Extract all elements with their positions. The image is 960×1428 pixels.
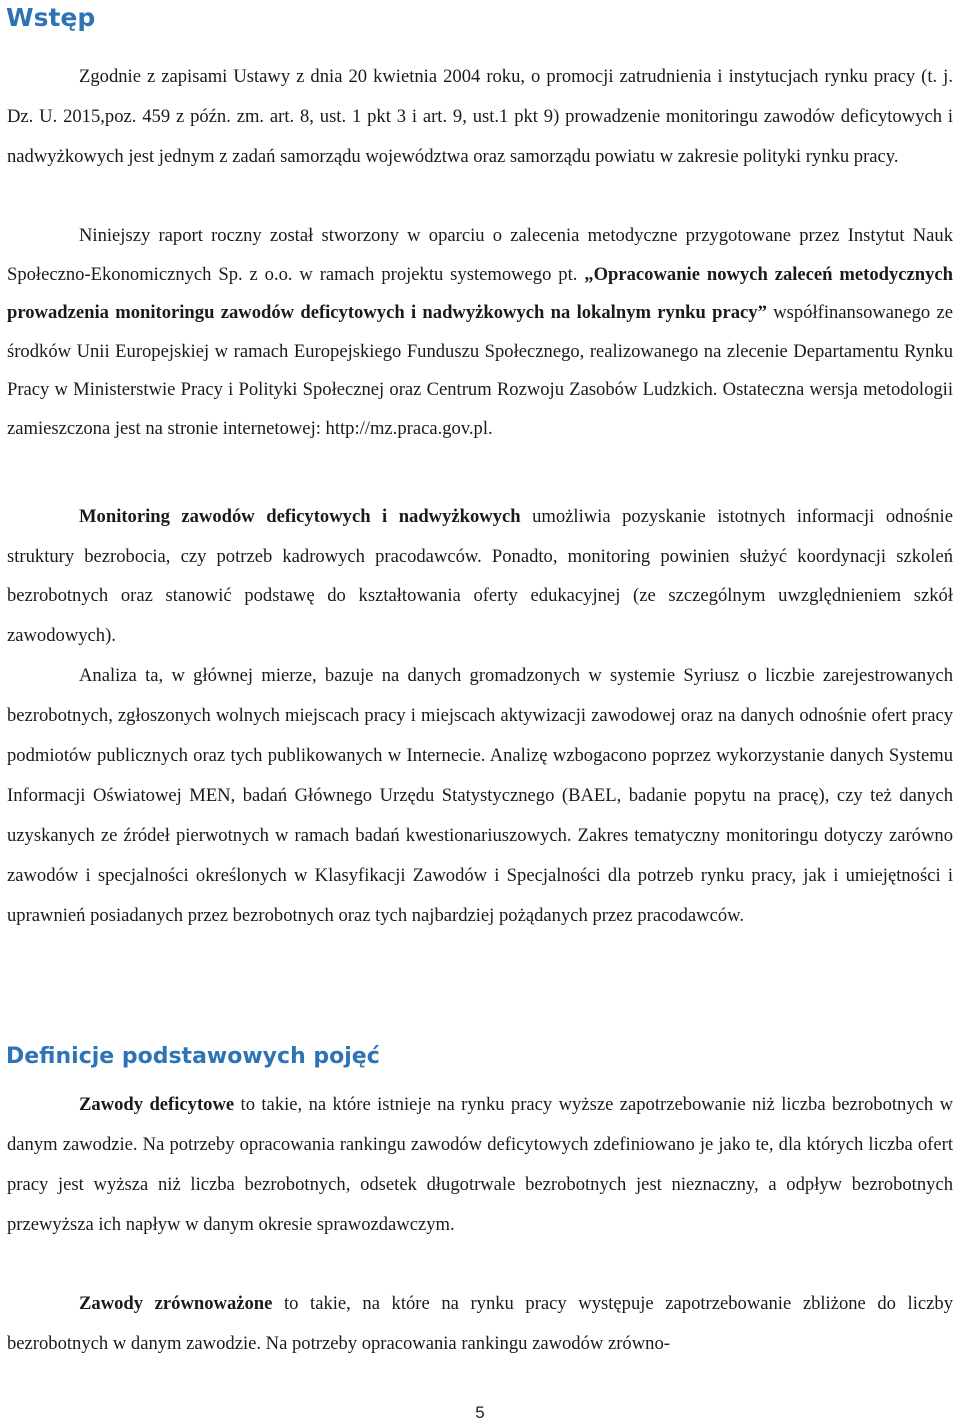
paragraph-balanced-occupations: [7, 1284, 953, 1364]
heading-intro: Wstęp: [6, 3, 96, 32]
paragraph-text: to takie, na które istnieje na rynku pracy wyższe zapotrzebowanie niż liczba bezrobotnych w danym zawodzie. Na potrzeby opracowania rankingu zawodów deficytowych zdefiniowano je jako te, dla których liczba ofert pracy jest wyższa niż liczba bezrobotnych, odsetek długotrwale bezrobotnych jest nieznaczny, a odpływ bezrobotnych przewyższa ich napływ w danym okresie sprawozdawczym.: [7, 1094, 953, 1235]
page-number: 5: [475, 1403, 485, 1422]
paragraph-text: umożliwia pozyskanie istotnych informacji odnośnie struktury bezrobocia, czy potrzeb kadrowych pracodawców. Ponadto, monitoring powinien służyć koordynacji szkoleń bezrobotnych oraz stanowić podstawę do kształtowania oferty edukacyjnej (ze szczególnym uwzględnieniem szkół zawodowych).: [7, 506, 953, 647]
paragraph-text: współfinansowanego ze środków Unii Europejskiej w ramach Europejskiego Funduszu Społecznego, realizowanego na zlecenie Departamentu Rynku Pracy w Ministerstwie Pracy i Polityki Społecznej oraz Centrum Rozwoju Zasobów Ludzkich. Ostateczna wersja metodologii zamieszczona jest na stronie internetowej: http://mz.praca.gov.pl.: [7, 302, 954, 439]
paragraph-report-methodology: [7, 217, 953, 449]
paragraph-data-sources: Analiza ta, w głównej mierze, bazuje na danych gromadzonych w systemie Syriusz o liczbie zarejestrowanych bezrobotnych, zgłoszonych wolnych miejscach pracy i miejscach aktywizacji zawodowej oraz na danych odnośnie ofert pracy podmiotów publicznych oraz tych publikowanych w Internecie. Analizę wzbogacono poprzez wykorzystanie danych Systemu Informacji Oświatowej MEN, badań Głównego Urzędu Statystycznego (BAEL, badanie popytu na pracę), czy też danych uzyskanych ze źródeł pierwotnych w ramach badań kwestionariuszowych. Zakres tematyczny monitoringu dotyczy zarówno zawodów i specjalności określonych w Klasyfikacji Zawodów i Specjalności dla potrzeb rynku pracy, jak i umiejętności i uprawnień posiadanych przez bezrobotnych oraz tych najbardziej pożądanych przez pracodawców.: [7, 665, 953, 926]
project-title: „Opracowanie nowych zaleceń metodycznych prowadzenia monitoringu zawodów deficytowych i nadwyżkowych na lokalnym rynku pracy”: [7, 263, 953, 324]
heading-definitions: Definicje podstawowych pojęć: [6, 1044, 380, 1069]
paragraph-text: Niniejszy raport roczny został stworzony w oparciu o zalecenia metodyczne przygotowane przez Instytut Nauk Społeczno-Ekonomicznych Sp. z o.o. w ramach projektu systemowego pt.: [7, 225, 953, 285]
paragraph-deficit-occupations: [7, 1085, 953, 1245]
paragraph-text: to takie, na które na rynku pracy występuje zapotrzebowanie zbliżone do liczby bezrobotnych w danym zawodzie. Na potrzeby opracowania rankingu zawodów zrówno-: [7, 1293, 953, 1354]
bold-term: Zawody deficytowe: [79, 1094, 235, 1115]
bold-term: Monitoring zawodów deficytowych i nadwyżkowych: [79, 506, 521, 527]
bold-term: Zawody zrównoważone: [79, 1293, 273, 1314]
paragraph-monitoring-purpose: [7, 497, 953, 656]
paragraph-legal-basis: Zgodnie z zapisami Ustawy z dnia 20 kwietnia 2004 roku, o promocji zatrudnienia i instytucjach rynku pracy (t. j. Dz. U. 2015,poz. 459 z późn. zm. art. 8, ust. 1 pkt 3 i art. 9, ust.1 pkt 9) prowadzenie monitoringu zawodów deficytowych i nadwyżkowych jest jednym z zadań samorządu województwa oraz samorządu powiatu w zakresie polityki rynku pracy.: [7, 66, 953, 167]
